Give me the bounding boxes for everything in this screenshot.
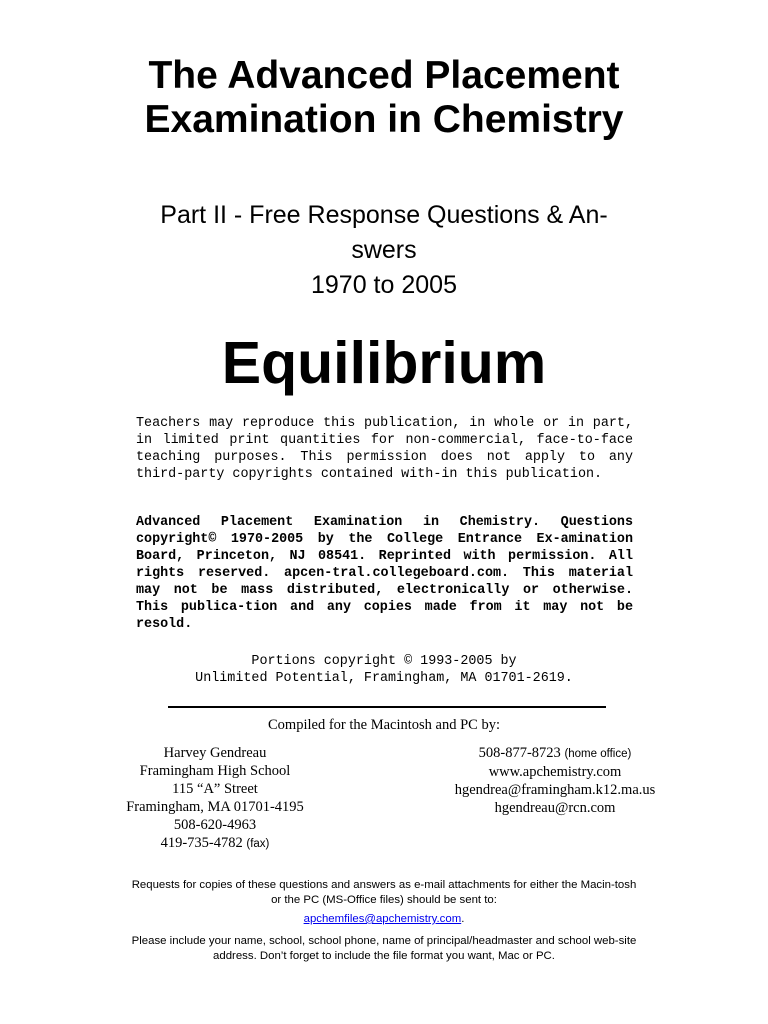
topic-heading: Equilibrium (221, 330, 547, 396)
portions-line-2: Unlimited Potential, Framingham, MA 01701-2619. (195, 671, 573, 686)
subtitle-line-2: swers (351, 236, 417, 264)
request-email-link[interactable]: apchemfiles@apchemistry.com (303, 913, 462, 925)
fax-label: (fax) (246, 838, 270, 850)
author-street: 115 “A” Street (172, 781, 258, 797)
copyright-notice: Advanced Placement Examination in Chemistry. Questions copyright© 1970-2005 by the College Entrance Ex-amination Board, Princeton, NJ 08541. Reprinted with permission. All rights reserved. apcen-tral.collegeboard.com. This material may not be mass distributed, electronically or otherwise. This publica-tion and any copies made from it may not be resold. (136, 515, 633, 632)
document-title (60, 54, 708, 142)
email-secondary: hgendreau@rcn.com (494, 800, 616, 816)
email-primary: hgendrea@framingham.k12.ma.us (454, 782, 656, 798)
website: www.apchemistry.com (488, 764, 622, 780)
request-email-suffix: . (461, 913, 465, 925)
subtitle-years: 1970 to 2005 (311, 271, 457, 299)
requests-paragraph: Requests for copies of these questions and answers as e-mail attachments for either the Macin-tosh or the PC (MS-Office files) should be sent to: (131, 879, 637, 906)
fax-number: 419-735-4782 (160, 835, 243, 851)
author-city: Framingham, MA 01701-4195 (126, 799, 304, 815)
author-phone: 508-620-4963 (173, 817, 257, 833)
author-name: Harvey Gendreau (163, 745, 267, 761)
title-line-1: The Advanced Placement (148, 54, 620, 97)
subtitle-line-1: Part II - Free Response Questions & An- (160, 201, 608, 229)
author-school: Framingham High School (139, 763, 291, 779)
home-phone-line (430, 744, 680, 763)
home-phone-label: (home office) (564, 748, 632, 760)
home-phone: 508-877-8723 (478, 745, 561, 761)
horizontal-divider (168, 706, 606, 708)
portions-copyright (100, 653, 668, 687)
author-fax (100, 834, 330, 853)
title-line-2: Examination in Chemistry (144, 98, 624, 141)
author-address-block (100, 744, 330, 853)
request-email-line (130, 912, 638, 927)
compiled-heading: Compiled for the Macintosh and PC by: (268, 717, 500, 733)
author-contact-block (430, 744, 680, 817)
portions-line-1: Portions copyright © 1993-2005 by (251, 654, 517, 669)
document-subtitle (100, 198, 668, 303)
include-info-paragraph: Please include your name, school, school phone, name of principal/headmaster and school web-site address. Don’t forget to include the file format you want, Mac or PC. (131, 935, 637, 962)
teachers-permission-notice: Teachers may reproduce this publication, in whole or in part, in limited print quantities for non-commercial, face-to-face teaching purposes. This permission does not apply to any third-party copyrights contained with-in this publication. (136, 416, 633, 482)
